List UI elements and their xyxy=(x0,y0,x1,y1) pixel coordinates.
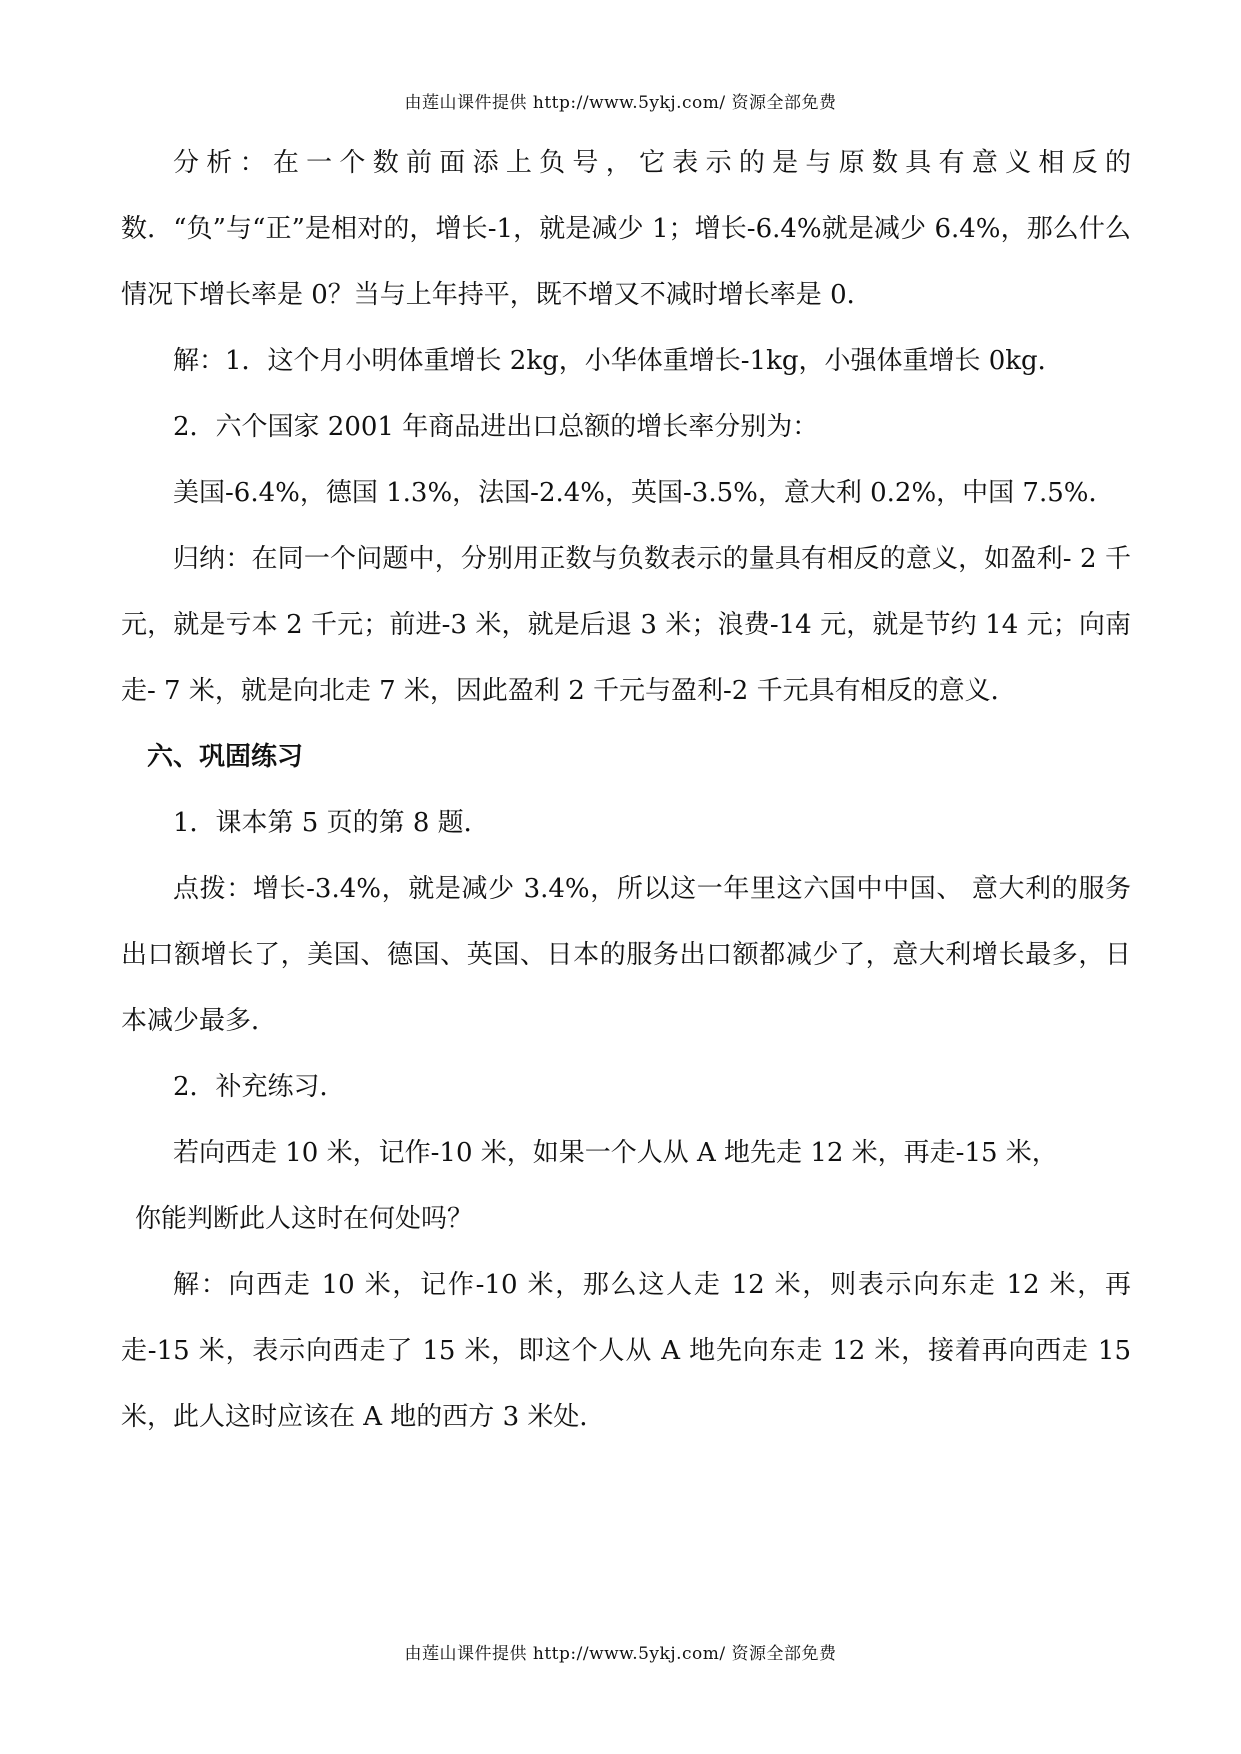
page-header: 由莲山课件提供 http://www.5ykj.com/ 资源全部免费 xyxy=(404,93,837,113)
growth-rates-paragraph: 美国-6.4%，德国 1.3%，法国-2.4%，英国-3.5%，意大利 0.2%，中国 7.5%． xyxy=(173,478,1115,508)
solution-paragraph-1: 解：1．这个月小明体重增长 2kg，小华体重增长-1kg，小强体重增长 0kg． xyxy=(173,346,1064,376)
page-footer: 由莲山课件提供 http://www.5ykj.com/ 资源全部免费 xyxy=(404,1644,837,1664)
hint-paragraph: 点拨：增长-3.4%，就是减少 3.4%，所以这一年里这六国中中国、 意大利的服务出口额增长了，美国、德国、英国、日本的服务出口额都减少了，意大利增长最多，日本减少最多． xyxy=(121,874,1131,1036)
exercise-1: 1．课本第 5 页的第 8 题． xyxy=(173,808,490,838)
problem-line-2: 你能判断此人这时在何处吗？ xyxy=(135,1204,474,1234)
document-body xyxy=(121,130,1131,1450)
summary-paragraph: 归纳：在同一个问题中，分别用正数与负数表示的量具有相反的意义，如盈利- 2 千元，就是亏本 2 千元；前进-3 米，就是后退 3 米；浪费-14 元，就是节约 14 元；向南走- 7 米，就是向北走 7 米，因此盈利 2 千元与盈利-2 千元具有相反的意义． xyxy=(121,544,1131,706)
problem-line-1: 若向西走 10 米，记作-10 米，如果一个人从 A 地先走 12 米，再走-15 米， xyxy=(173,1138,1058,1168)
analysis-paragraph: 分析：在一个数前面添上负号，它表示的是与原数具有意义相反的数．“负”与“正”是相对的，增长-1，就是减少 1；增长-6.4%就是减少 6.4%，那么什么情况下增长率是 0？当与上年持平，既不增又不减时增长率是 0． xyxy=(121,148,1131,310)
section-heading: 六、巩固练习 xyxy=(147,742,304,772)
answer-paragraph: 解：向西走 10 米，记作-10 米，那么这人走 12 米，则表示向东走 12 米，再走-15 米，表示向西走了 15 米，即这个人从 A 地先向东走 12 米，接着再向西走 15 米，此人这时应该在 A 地的西方 3 米处． xyxy=(121,1270,1131,1432)
exercise-2: 2．补充练习． xyxy=(173,1072,346,1102)
solution-paragraph-2: 2．六个国家 2001 年商品进出口总额的增长率分别为： xyxy=(173,412,819,442)
